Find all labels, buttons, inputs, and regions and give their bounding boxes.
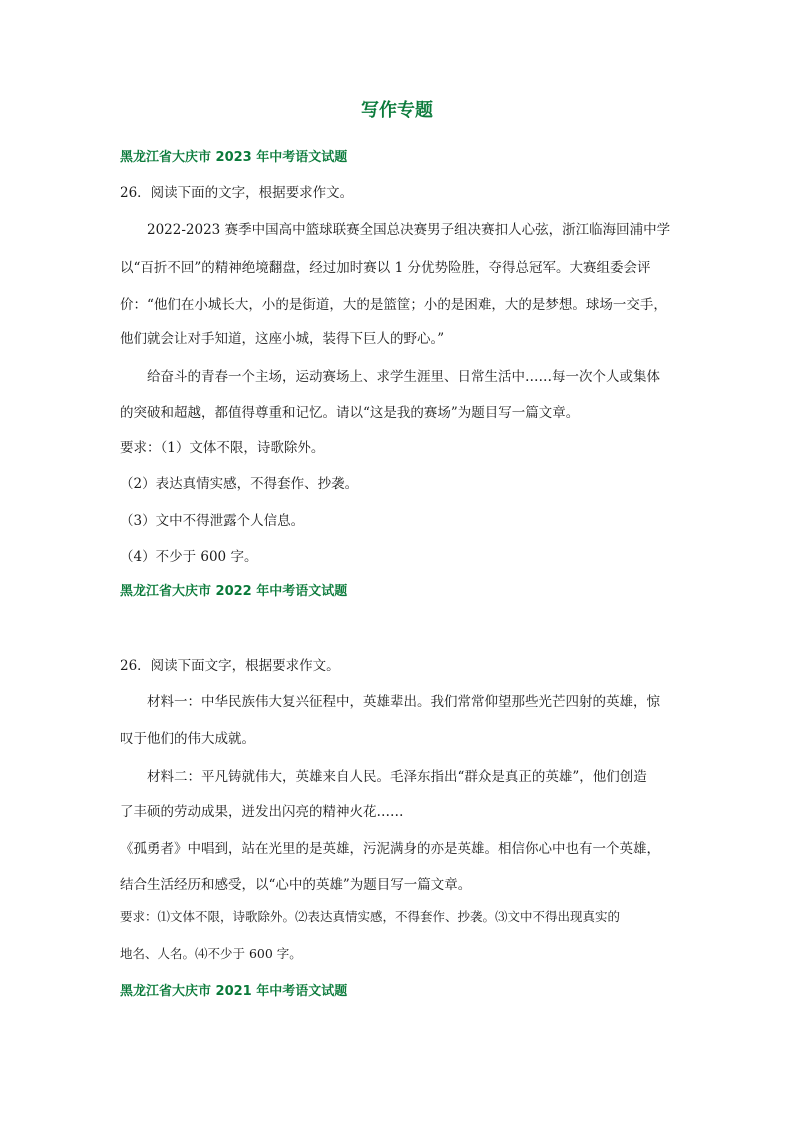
question-line: 26．阅读下面的文字，根据要求作文。 bbox=[120, 185, 354, 201]
material-line: 了丰硕的劳动成果，迸发出闪亮的精神火花…… bbox=[120, 804, 404, 820]
page-title: 写作专题 bbox=[361, 100, 433, 121]
section-heading-2023: 黑龙江省大庆市 2023 年中考语文试题 bbox=[120, 150, 348, 165]
requirement-line: （4）不少于 600 字。 bbox=[120, 549, 258, 565]
requirement-line: 地名、人名。⑷不少于 600 字。 bbox=[120, 946, 302, 961]
material-line: 他们就会让对手知道，这座小城，装得下巨人的野心。” bbox=[120, 331, 445, 347]
material-line: 材料一：中华民族伟大复兴征程中，英雄辈出。我们常常仰望那些光芒四射的英雄，惊 bbox=[147, 694, 660, 710]
requirement-line: （2）表达真情实感，不得套作、抄袭。 bbox=[120, 476, 359, 492]
requirement-line: 要求：⑴文体不限，诗歌除外。⑵表达真情实感，不得套作、抄袭。⑶文中不得出现真实的 bbox=[120, 909, 621, 924]
material-line: 叹于他们的伟大成就。 bbox=[120, 731, 255, 747]
requirement-line: （3）文中不得泄露个人信息。 bbox=[120, 513, 305, 529]
prompt-line: 的突破和超越，都值得尊重和记忆。请以“这是我的赛场”为题目写一篇文章。 bbox=[120, 405, 580, 421]
material-line: 价：“他们在小城长大，小的是街道，大的是篮筐；小的是困难，大的是梦想。球场一交手， bbox=[120, 297, 667, 313]
material-line: 以“百折不回”的精神绝境翻盘，经过加时赛以 1 分优势险胜，夺得总冠军。大赛组委会评 bbox=[120, 260, 651, 276]
material-line: 2022-2023 赛季中国高中篮球联赛全国总决赛男子组决赛扣人心弦，浙江临海回浦中学 bbox=[147, 222, 671, 238]
prompt-line: 给奋斗的青春一个主场，运动赛场上、求学生涯里、日常生活中……每一次个人或集体 bbox=[147, 369, 660, 385]
section-heading-2022: 黑龙江省大庆市 2022 年中考语文试题 bbox=[120, 584, 348, 599]
material-line: 材料二：平凡铸就伟大，英雄来自人民。毛泽东指出“群众是真正的英雄”，他们创造 bbox=[147, 769, 647, 785]
prompt-line: 结合生活经历和感受，以“心中的英雄”为题目写一篇文章。 bbox=[120, 877, 472, 893]
question-line: 26．阅读下面文字，根据要求作文。 bbox=[120, 658, 340, 674]
requirement-line: 要求：（1）文体不限，诗歌除外。 bbox=[120, 440, 325, 456]
prompt-line: 《孤勇者》中唱到，站在光里的是英雄，污泥满身的亦是英雄。相信你心中也有一个英雄， bbox=[120, 841, 660, 857]
section-heading-2021: 黑龙江省大庆市 2021 年中考语文试题 bbox=[120, 984, 348, 999]
